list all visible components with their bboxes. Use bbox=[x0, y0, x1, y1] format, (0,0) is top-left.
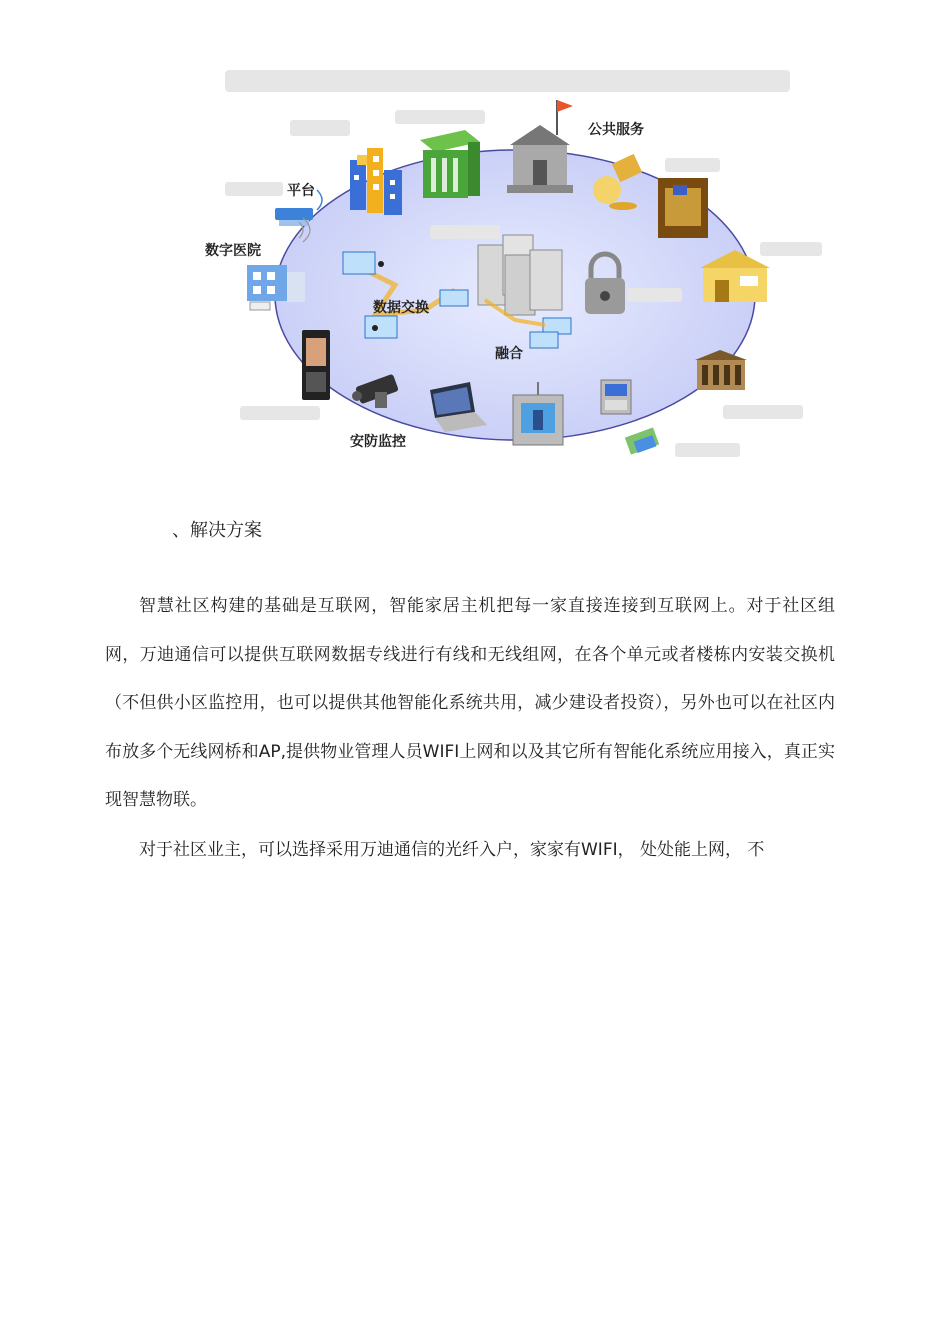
label-security-monitoring: 安防监控 bbox=[350, 434, 406, 450]
faded-title-text bbox=[225, 70, 790, 92]
shopping-photo-icon bbox=[658, 178, 708, 238]
faded-label bbox=[760, 242, 822, 256]
faded-label bbox=[395, 110, 485, 124]
label-fusion: 融合 bbox=[495, 346, 523, 362]
label-platform: 平台 bbox=[287, 183, 315, 199]
label-data-exchange: 数据交换 bbox=[373, 300, 429, 316]
label-public-service: 公共服务 bbox=[588, 122, 644, 138]
residential-buildings-icon bbox=[350, 148, 402, 215]
smart-community-diagram bbox=[195, 60, 835, 470]
body-paragraph-1: 智慧社区构建的基础是互联网，智能家居主机把每一家直接连接到互联网上。对于社区组网，万迪通信可以提供互联网数据专线进行有线和无线组网，在各个单元或者楼栋内安装交换机（不但供小区监控用，也可以提供其他智能化系统共用，减少建设者投资），另外也可以在社区内布放多个无线网桥和AP,提供物业管理人员WIFI上网和以及其它所有智能化系统应用接入，真正实现智慧物联。 bbox=[105, 596, 835, 810]
faded-label bbox=[290, 120, 350, 136]
section-heading: 、解决方案 bbox=[172, 520, 262, 541]
atm-terminal-icon bbox=[601, 380, 631, 414]
credit-card-icon bbox=[625, 427, 659, 454]
body-paragraph-2: 对于社区业主，可以选择采用万迪通信的光纤入户，家家有WIFI， 处处能上网， 不 bbox=[139, 840, 765, 860]
faded-label bbox=[627, 288, 682, 302]
faded-label bbox=[430, 225, 500, 239]
faded-label bbox=[225, 182, 283, 196]
label-digital-hospital: 数字医院 bbox=[205, 243, 261, 259]
faded-label bbox=[665, 158, 720, 172]
public-service-building-icon bbox=[507, 125, 573, 193]
faded-label bbox=[675, 443, 740, 457]
flag-icon bbox=[557, 100, 573, 135]
faded-label bbox=[240, 406, 320, 420]
faded-label bbox=[723, 405, 803, 419]
government-building-icon bbox=[420, 130, 480, 198]
video-intercom-icon bbox=[302, 330, 330, 400]
